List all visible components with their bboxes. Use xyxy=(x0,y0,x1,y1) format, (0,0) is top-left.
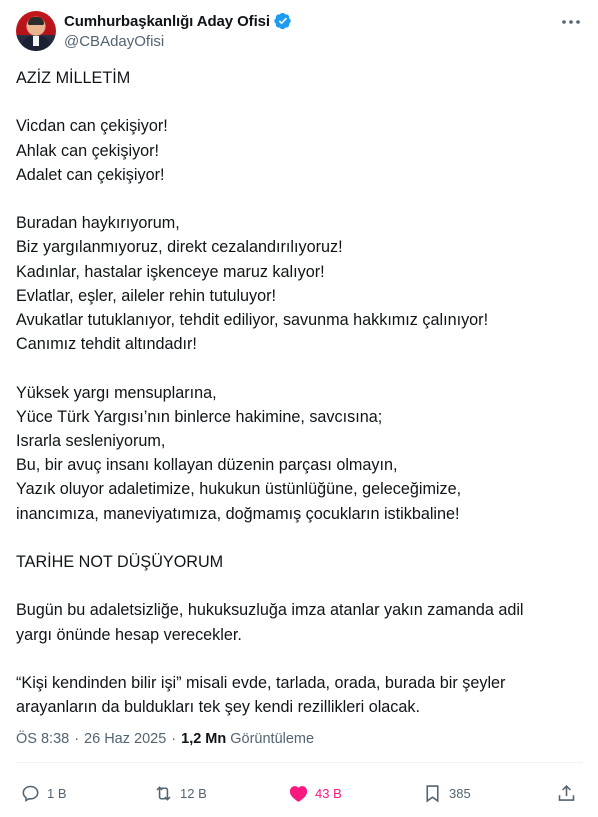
like-button[interactable] xyxy=(288,775,342,811)
action-bar xyxy=(16,775,582,811)
tweet-line: Adalet can çekişiyor! xyxy=(16,165,165,184)
views-label: Görüntüleme xyxy=(230,731,315,747)
tweet-line: inancımıza, maneviyatımıza, doğmamış çocukların istikbaline! xyxy=(16,504,460,523)
verified-badge-icon xyxy=(274,12,292,30)
bookmark-button[interactable] xyxy=(422,775,471,811)
reply-icon xyxy=(20,783,41,804)
paragraph-gap xyxy=(16,526,582,550)
tweet-line: Buradan haykırıyorum, xyxy=(16,214,180,233)
tweet-text xyxy=(16,66,582,719)
tweet-line: Bugün bu adaletsizliğe, hukuksuzluğa imza atanlar yakın zamanda adil xyxy=(16,601,524,620)
tweet-date[interactable]: 26 Haz 2025 xyxy=(84,731,167,747)
tweet-line: Yüksek yargı mensuplarına, xyxy=(16,383,217,402)
tweet-line: Biz yargılanmıyoruz, direkt cezalandırılıyoruz! xyxy=(16,238,343,257)
tweet-line: TARİHE NOT DÜŞÜYORUM xyxy=(16,553,224,571)
avatar[interactable] xyxy=(16,11,56,51)
meta-separator: · xyxy=(74,731,80,747)
author-display-name[interactable]: Cumhurbaşkanlığı Aday Ofisi xyxy=(64,12,270,30)
reply-count: 1 B xyxy=(47,785,67,801)
tweet-line: Evlatlar, eşler, aileler rehin tutuluyor! xyxy=(16,286,277,305)
tweet-header xyxy=(16,11,582,55)
tweet-line: “Kişi kendinden bilir işi” misali evde, tarlada, orada, burada bir şeyler xyxy=(16,673,506,692)
bookmark-count: 385 xyxy=(449,785,471,801)
tweet-line: arayanların da buldukları tek şey kendi rezillikleri olacak. xyxy=(16,698,420,717)
author-name-row xyxy=(64,12,292,30)
paragraph-gap xyxy=(16,90,582,114)
views-count: 1,2 Mn xyxy=(181,731,227,747)
tweet-line: Yüce Türk Yargısı’nın binlerce hakimine, savcısına; xyxy=(16,407,383,426)
tweet-line: Israrla sesleniyorum, xyxy=(16,432,166,450)
share-button[interactable] xyxy=(556,775,577,811)
tweet-line: Canımız tehdit altındadır! xyxy=(16,335,197,354)
divider xyxy=(16,762,582,763)
tweet-line: Avukatlar tutuklanıyor, tehdit ediliyor, savunma hakkımız çalınıyor! xyxy=(16,311,489,329)
tweet-line: Vicdan can çekişiyor! xyxy=(16,117,168,136)
repost-count: 12 B xyxy=(180,785,207,801)
tweet-line: Ahlak can çekişiyor! xyxy=(16,141,160,160)
repost-icon xyxy=(153,783,174,804)
tweet-line: AZİZ MİLLETİM xyxy=(16,69,131,87)
tweet-line: Bu, bir avuç insanı kollayan düzenin parçası olmayın, xyxy=(16,456,398,475)
tweet-time[interactable]: ÖS 8:38 xyxy=(16,731,70,747)
share-icon xyxy=(556,783,577,804)
meta-separator: · xyxy=(171,731,177,747)
paragraph-gap xyxy=(16,574,582,598)
more-icon[interactable] xyxy=(560,13,582,31)
tweet-line: Kadınlar, hastalar işkenceye maruz kalıyor! xyxy=(16,262,325,281)
like-icon xyxy=(288,783,309,804)
like-count: 43 B xyxy=(315,785,342,801)
reply-button[interactable] xyxy=(20,775,67,811)
bookmark-icon xyxy=(422,783,443,804)
repost-button[interactable] xyxy=(153,775,207,811)
tweet-line: Yazık oluyor adaletimize, hukukun üstünlüğüne, geleceğimize, xyxy=(16,480,462,499)
tweet-line: yargı önünde hesap verecekler. xyxy=(16,625,242,644)
author-handle[interactable]: @CBAdayOfisi xyxy=(64,33,165,50)
paragraph-gap xyxy=(16,647,582,671)
paragraph-gap xyxy=(16,356,582,380)
paragraph-gap xyxy=(16,187,582,211)
tweet-meta xyxy=(16,731,314,747)
